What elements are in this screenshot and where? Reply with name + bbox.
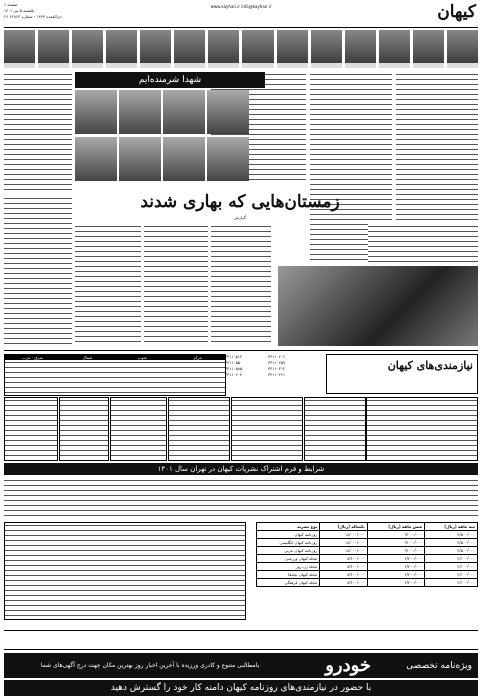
phone-number: ۳۳۱۱۰۲۶۱ bbox=[268, 372, 286, 377]
portrait-3 bbox=[345, 30, 376, 68]
article-col-6 bbox=[144, 224, 208, 346]
martyr-photo bbox=[75, 137, 117, 181]
table-cell: روزنامه کیهان انگلیسی bbox=[257, 539, 320, 547]
ad-khodro-brand: خودرو bbox=[325, 655, 372, 676]
table-cell: روزنامه کیهان bbox=[257, 531, 320, 539]
portrait-caption bbox=[140, 63, 171, 68]
portrait-9 bbox=[140, 30, 171, 68]
portrait-caption bbox=[447, 63, 478, 68]
table-cell: ۱۸/۰۰۰/۰۰۰ bbox=[320, 539, 367, 547]
ad-khodro-text: بامطالبی متنوع و کادری ورزیده با آخرین اخبار روز بهترین مکان جهت درج آگهی‌های شما bbox=[40, 662, 260, 669]
table-row bbox=[257, 579, 478, 587]
table-cell: مجله کیهان فرهنگی bbox=[257, 579, 320, 587]
portrait-11 bbox=[72, 30, 103, 68]
table-cell: ۴/۲۰۰/۰۰۰ bbox=[367, 571, 424, 579]
martyr-photo bbox=[75, 90, 117, 134]
article-col-left2 bbox=[4, 196, 72, 346]
col-north: شمال bbox=[82, 355, 93, 360]
table-cell: ۲/۱۰۰/۰۰۰ bbox=[425, 555, 478, 563]
portrait-caption bbox=[277, 63, 308, 68]
table-row bbox=[257, 531, 478, 539]
portrait-caption bbox=[38, 63, 69, 68]
portrait-0 bbox=[447, 30, 478, 68]
phone-number: ۳۳۱۱۰۲۰۲ bbox=[268, 354, 286, 359]
portrait-caption bbox=[242, 63, 273, 68]
col-south: جنوب bbox=[137, 355, 148, 360]
table-header: یکساله (ریال) bbox=[320, 523, 367, 531]
ad-box-3 bbox=[110, 397, 167, 461]
martyr-photo bbox=[163, 90, 205, 134]
phone-number: ۳۳۱۱۰۲۵۹ bbox=[268, 360, 286, 365]
portrait-strip bbox=[4, 30, 478, 68]
portrait-caption bbox=[106, 63, 137, 68]
subscription-title: شرایط و فرم اشتراک نشریات کیهان در تهران سال ۱۴۰۱ bbox=[4, 463, 478, 475]
phone-number: ۳۳۱۱۰۶۰۴ bbox=[225, 372, 243, 377]
ad-khodro bbox=[4, 653, 478, 678]
header-page bbox=[4, 2, 62, 20]
portrait-13 bbox=[4, 30, 35, 68]
header-web: www.kayhan.ir info@kayhan.ir bbox=[210, 4, 272, 9]
table-cell: ۴/۲۰۰/۰۰۰ bbox=[367, 579, 424, 587]
table-cell: ۸/۴۰۰/۰۰۰ bbox=[320, 579, 367, 587]
article-col-7 bbox=[211, 224, 271, 346]
phone-list-2 bbox=[225, 354, 265, 378]
table-header: نوع نشریه bbox=[257, 523, 320, 531]
portrait-caption bbox=[174, 63, 205, 68]
table-cell: ۴/۵۰۰/۰۰۰ bbox=[425, 547, 478, 555]
table-row bbox=[257, 563, 478, 571]
phone-list-1 bbox=[268, 354, 308, 378]
portrait-1 bbox=[413, 30, 444, 68]
article-col-8 bbox=[368, 224, 478, 264]
issue-line: ۲۶ ذی‌القعده ۱۴۴۳ - شماره ۲۲۸۶۳ bbox=[4, 14, 62, 19]
table-cell: ۴/۲۰۰/۰۰۰ bbox=[367, 555, 424, 563]
masthead-logo: کیهان bbox=[437, 2, 476, 22]
services-box bbox=[326, 354, 478, 394]
table-cell: ۴/۲۰۰/۰۰۰ bbox=[367, 563, 424, 571]
ad-box-7 bbox=[366, 397, 478, 461]
subhead: گزارش bbox=[233, 215, 247, 220]
ad-box-6 bbox=[304, 397, 366, 461]
portrait-6 bbox=[242, 30, 273, 68]
phone-number: ۳۳۱۱۰۵۱۲ bbox=[225, 354, 243, 359]
col-east-west: شرق - غرب bbox=[22, 355, 43, 360]
subscription-form bbox=[4, 522, 246, 620]
table-cell: ۴/۵۰۰/۰۰۰ bbox=[425, 531, 478, 539]
table-cell: ۴/۵۰۰/۰۰۰ bbox=[425, 539, 478, 547]
table-cell: ۸/۴۰۰/۰۰۰ bbox=[320, 571, 367, 579]
date-line: یکشنبه ۵ تیر ۱۴۰۱ bbox=[4, 8, 35, 13]
article-col-left bbox=[4, 72, 72, 192]
table-cell: روزنامه کیهان عربی bbox=[257, 547, 320, 555]
table-cell: مجله کیهان ورزشی bbox=[257, 555, 320, 563]
ad-box-5 bbox=[231, 397, 303, 461]
table-row bbox=[257, 555, 478, 563]
ad-box-1 bbox=[4, 397, 58, 461]
martyr-photo bbox=[119, 137, 161, 181]
table-cell: ۹/۰۰۰/۰۰۰ bbox=[367, 547, 424, 555]
table-cell: ۹/۰۰۰/۰۰۰ bbox=[367, 539, 424, 547]
table-row bbox=[257, 539, 478, 547]
portrait-12 bbox=[38, 30, 69, 68]
phone-number: ۳۳۱۱۰۳۱۲ bbox=[268, 366, 286, 371]
table-cell: ۹/۰۰۰/۰۰۰ bbox=[367, 531, 424, 539]
header-rule bbox=[4, 27, 478, 28]
ad-bottom: با حضور در نیازمندی‌های روزنامه کیهان دامنه کار خود را گسترش دهید bbox=[4, 680, 478, 696]
table-cell: مجله کیهان بچه‌ها bbox=[257, 571, 320, 579]
banner: شهدا شرمنده‌ایم bbox=[75, 72, 265, 88]
subscription-text bbox=[4, 478, 478, 518]
martyr-photo bbox=[119, 90, 161, 134]
portrait-caption bbox=[4, 63, 35, 68]
subscription-table bbox=[256, 522, 478, 587]
portrait-2 bbox=[379, 30, 410, 68]
rule-2 bbox=[4, 350, 478, 351]
portrait-4 bbox=[311, 30, 342, 68]
table-cell: ۲/۱۰۰/۰۰۰ bbox=[425, 571, 478, 579]
table-cell: ۸/۴۰۰/۰۰۰ bbox=[320, 555, 367, 563]
table-row bbox=[257, 547, 478, 555]
col-center: مرکز bbox=[193, 355, 202, 360]
ad-box-4 bbox=[168, 397, 230, 461]
services-title: نیازمندی‌های کیهان bbox=[387, 359, 473, 372]
contact-strip bbox=[4, 630, 478, 650]
table-header: سه ماهه (ریال) bbox=[425, 523, 478, 531]
martyr-photo bbox=[207, 90, 249, 134]
article-col-5 bbox=[75, 224, 141, 346]
portrait-5 bbox=[277, 30, 308, 68]
portrait-caption bbox=[311, 63, 342, 68]
portrait-caption bbox=[72, 63, 103, 68]
phone-number: ۳۳۱۱۰۵۸۵ bbox=[225, 366, 243, 371]
classifieds-grid bbox=[4, 354, 226, 396]
table-cell: ۲/۱۰۰/۰۰۰ bbox=[425, 579, 478, 587]
portrait-caption bbox=[379, 63, 410, 68]
martyr-photo bbox=[163, 137, 205, 181]
table-cell: ۱۸/۰۰۰/۰۰۰ bbox=[320, 547, 367, 555]
ad-khodro-title: ویژه‌نامه تخصصی bbox=[406, 660, 472, 671]
portrait-caption bbox=[345, 63, 376, 68]
table-cell: ۱۸/۰۰۰/۰۰۰ bbox=[320, 531, 367, 539]
table-header: شش ماهه (ریال) bbox=[367, 523, 424, 531]
portrait-8 bbox=[174, 30, 205, 68]
portrait-caption bbox=[413, 63, 444, 68]
portrait-7 bbox=[208, 30, 239, 68]
headline: زمستان‌هایی که بهاری شدند bbox=[140, 192, 340, 212]
portrait-caption bbox=[208, 63, 239, 68]
martyr-photo bbox=[207, 137, 249, 181]
page-number: صفحه ۶ bbox=[4, 2, 18, 7]
phone-number: ۳۳۱۱۰۵۵۰ bbox=[225, 360, 243, 365]
ad-box-2 bbox=[59, 397, 109, 461]
table-cell: مجله زن روز bbox=[257, 563, 320, 571]
table-cell: ۲/۱۰۰/۰۰۰ bbox=[425, 563, 478, 571]
martyrs-photos bbox=[75, 90, 265, 182]
table-cell: ۸/۴۰۰/۰۰۰ bbox=[320, 563, 367, 571]
rally-photo bbox=[278, 266, 478, 346]
table-row bbox=[257, 571, 478, 579]
portrait-10 bbox=[106, 30, 137, 68]
